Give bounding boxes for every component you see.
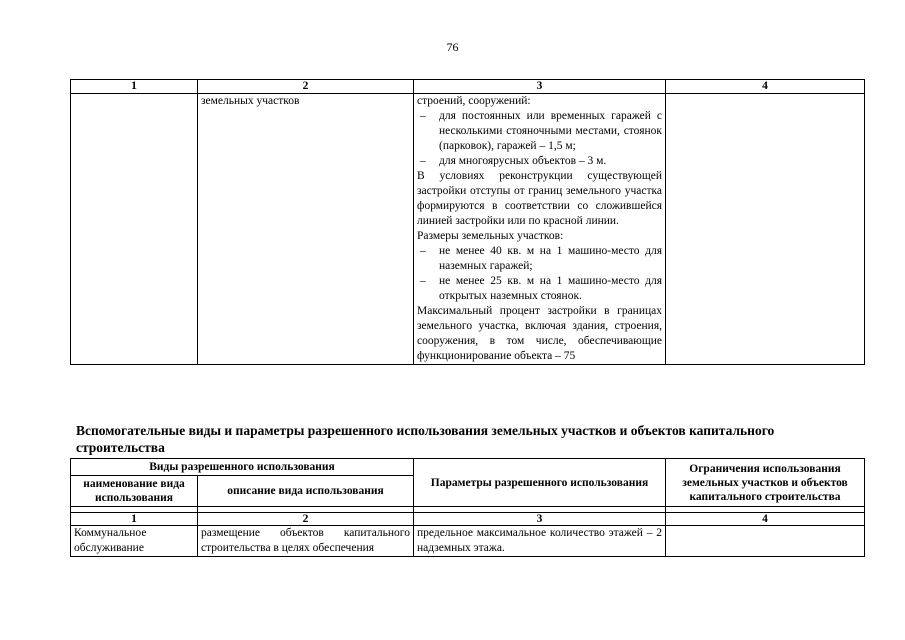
aux-group-header: Виды разрешенного использования xyxy=(71,459,414,476)
col3-reconstruction: В условиях реконструкции существующей застройки отступы от границ земельного участка формируются в соответствии со сложившейся линией застройки или по красной линии. xyxy=(417,170,662,227)
col3-intro: строений, сооружений: xyxy=(417,95,531,107)
top-table xyxy=(70,79,865,365)
aux-col3-header: Параметры разрешенного использования xyxy=(414,459,666,507)
aux-data-row xyxy=(71,526,865,557)
aux-cell-col2: размещение объектов капитального строительства в целях обеспечения xyxy=(198,526,414,557)
col3-sizes-title: Размеры земельных участков: xyxy=(417,230,564,242)
top-cell-col4 xyxy=(666,94,865,365)
aux-cell-col1: Коммунальное обслуживание xyxy=(71,526,198,557)
top-header-col3: 3 xyxy=(414,80,666,94)
top-table-row xyxy=(71,94,865,365)
aux-number-row xyxy=(71,513,865,526)
aux-cell-col3: предельное максимальное количество этажей – 2 надземных этажа. xyxy=(414,526,666,557)
top-table-header-row xyxy=(71,80,865,94)
aux-num-col3: 3 xyxy=(414,513,666,526)
aux-cell-col4 xyxy=(666,526,865,557)
aux-num-col1: 1 xyxy=(71,513,198,526)
list-item: – не менее 40 кв. м на 1 машино-место для наземных гаражей; xyxy=(420,245,662,272)
list-item: – не менее 25 кв. м на 1 машино-место для открытых наземных стоянок. xyxy=(420,275,662,302)
aux-col2-header: описание вида использования xyxy=(198,476,414,507)
aux-col4-header: Ограничения использования земельных участков и объектов капитального строительства xyxy=(666,459,865,507)
top-header-col2: 2 xyxy=(198,80,414,94)
col3-max-percent: Максимальный процент застройки в границах земельного участка, включая здания, строения, сооружения, в том числе, обеспечивающие функционирование объекта – 75 xyxy=(417,305,662,362)
aux-table xyxy=(70,458,865,557)
aux-num-col2: 2 xyxy=(198,513,414,526)
top-header-col1: 1 xyxy=(71,80,198,94)
top-cell-col3 xyxy=(414,94,666,365)
aux-num-col4: 4 xyxy=(666,513,865,526)
aux-header-row-1 xyxy=(71,459,865,476)
section-title: Вспомогательные виды и параметры разрешенного использования земельных участков и объектов капитального строительства xyxy=(76,423,775,455)
top-cell-col1 xyxy=(71,94,198,365)
list-item: – для постоянных или временных гаражей с несколькими стояночными местами, стоянок (парковок), гаражей – 1,5 м; xyxy=(420,110,662,152)
top-cell-col2: земельных участков xyxy=(198,94,414,365)
list-item: – для многоярусных объектов – 3 м. xyxy=(420,155,607,167)
page-number: 76 xyxy=(446,40,459,54)
aux-col1-header: наименование вида использования xyxy=(71,476,198,507)
top-header-col4: 4 xyxy=(666,80,865,94)
